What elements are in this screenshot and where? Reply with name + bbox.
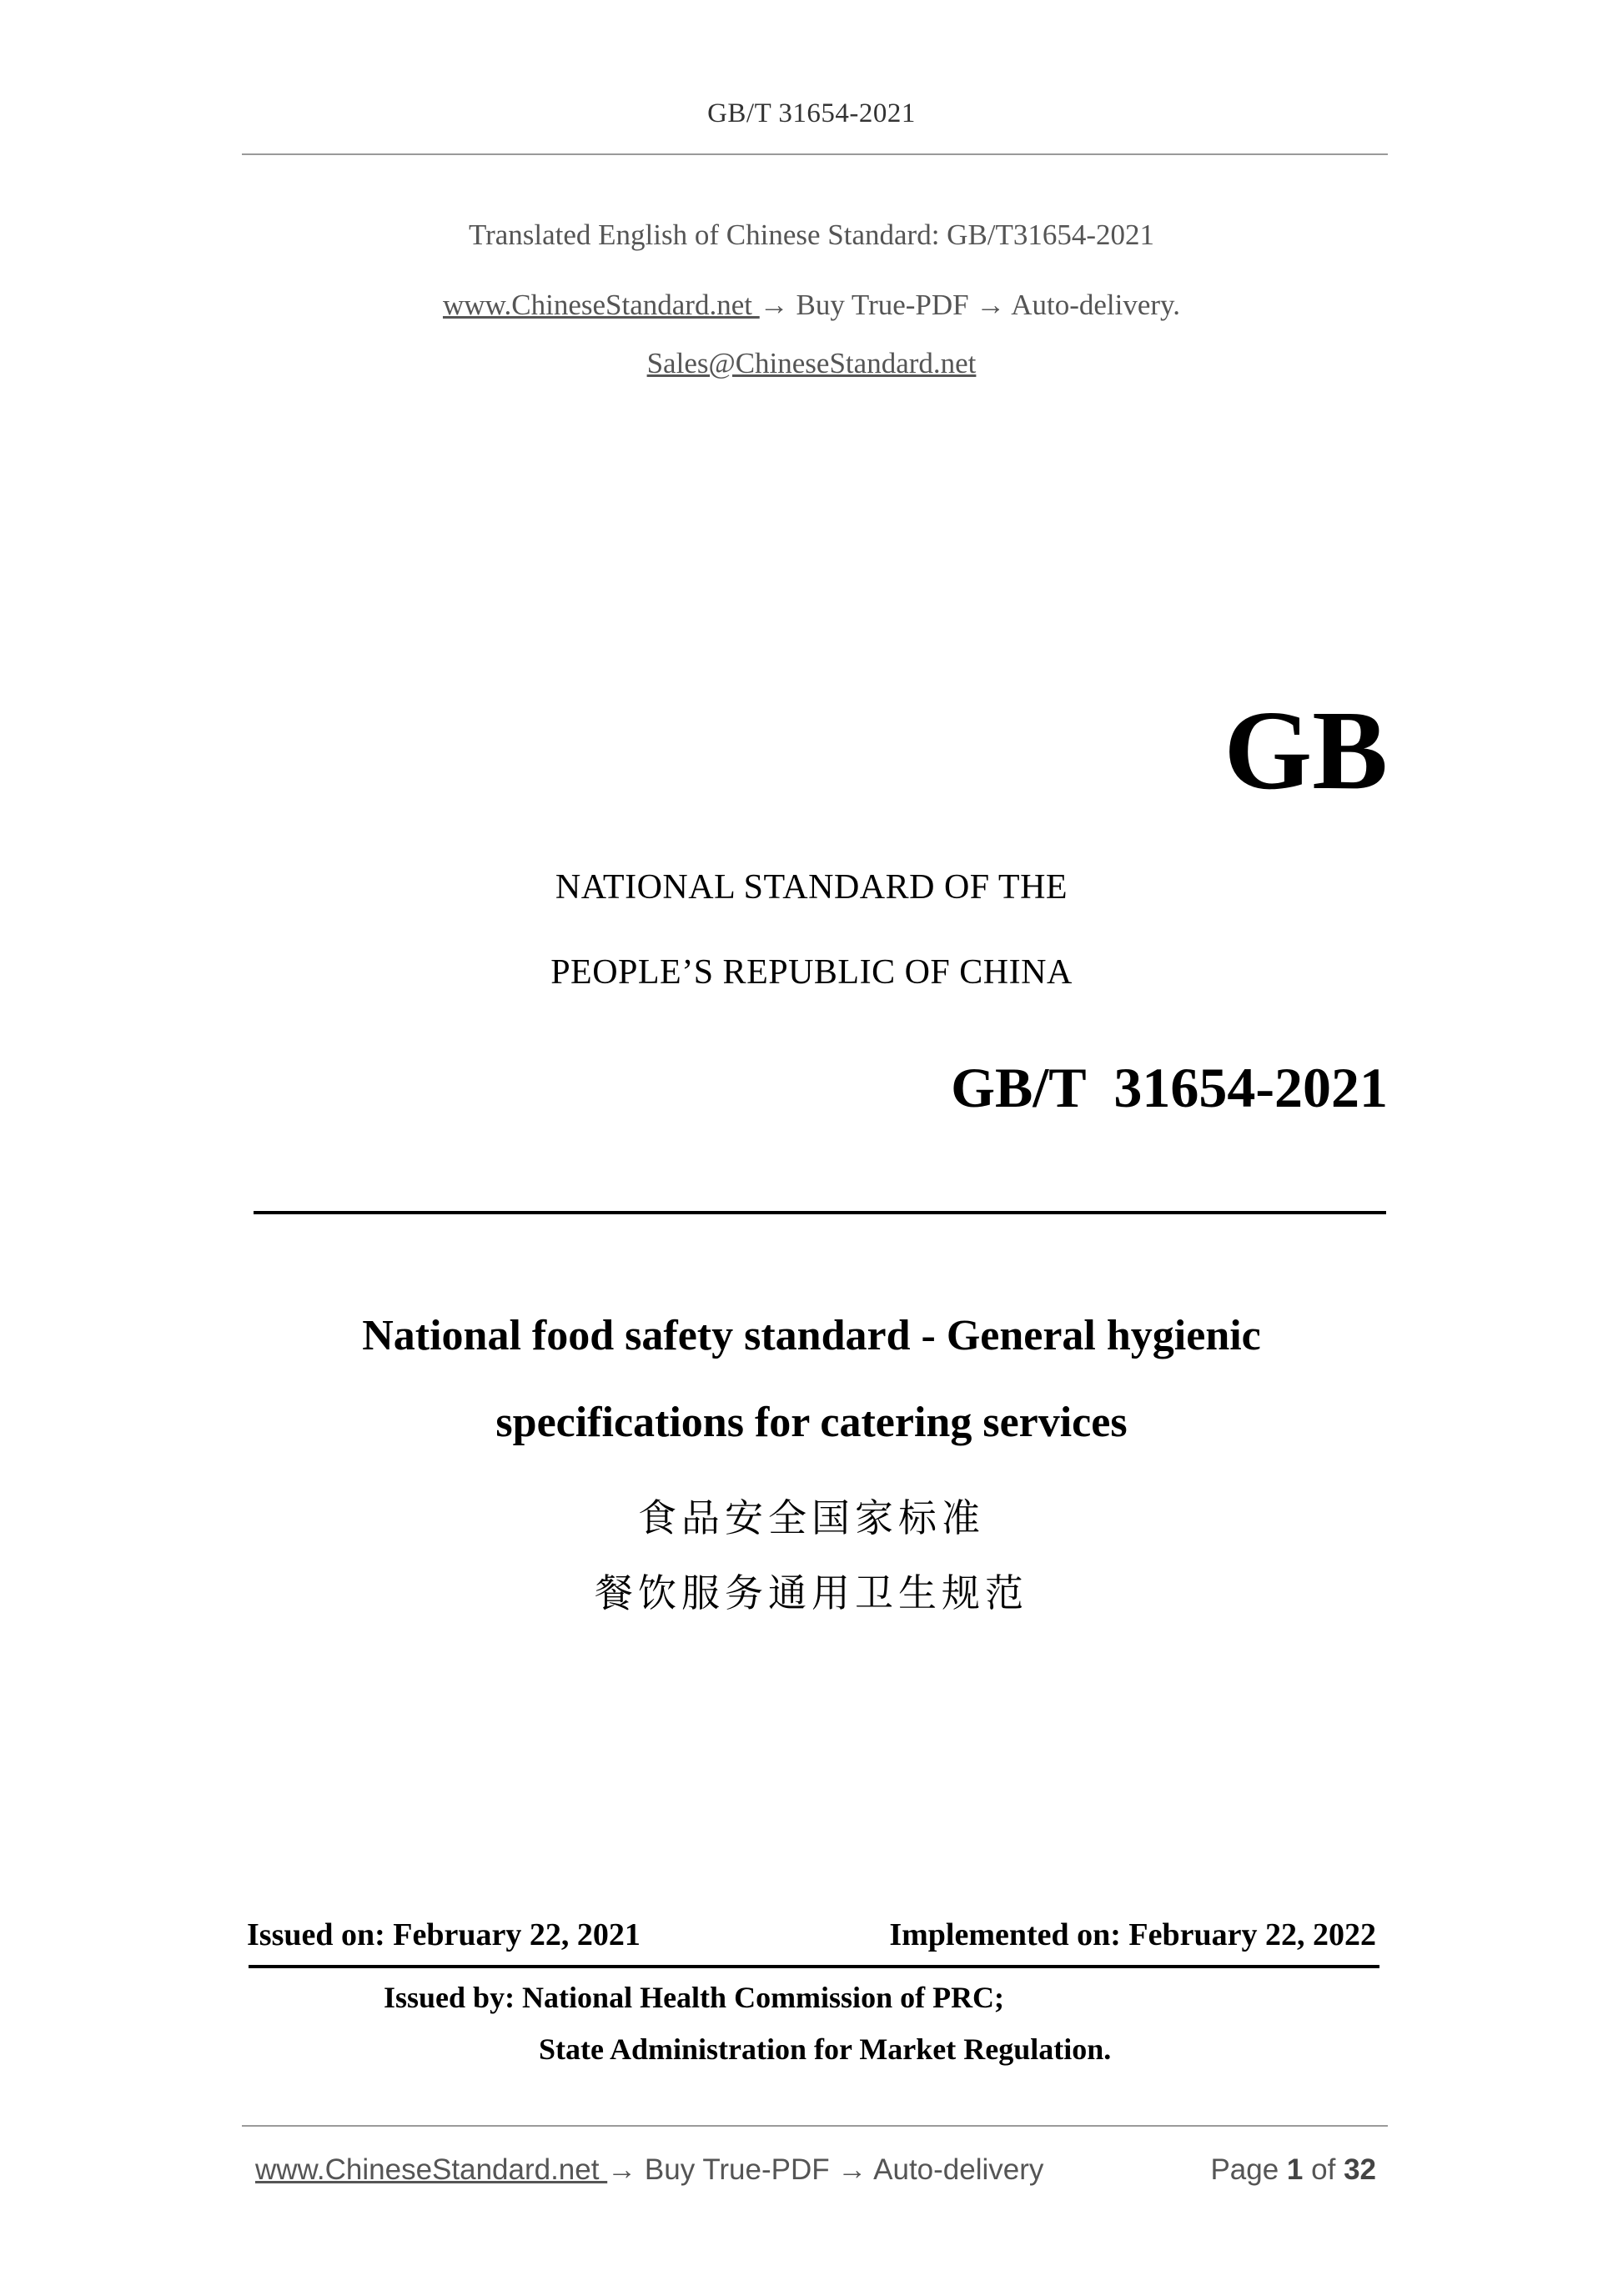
footer-site-link[interactable]: www.ChineseStandard.net	[255, 2153, 608, 2186]
issuance-divider	[249, 1965, 1379, 1968]
of-label: of	[1311, 2153, 1336, 2186]
title-zh-line2: 餐饮服务通用卫生规范	[595, 1570, 1028, 1615]
title-en-line2: specifications for catering services	[495, 1399, 1128, 1446]
header-divider	[242, 153, 1388, 155]
page-label: Page	[1210, 2153, 1279, 2186]
purchase-line	[0, 289, 1623, 322]
national-standard-line1: NATIONAL STANDARD OF THE	[555, 868, 1068, 907]
title-divider	[254, 1211, 1386, 1214]
issued-by-line1: Issued by: National Health Commission of PRC;	[384, 1981, 1005, 2014]
total-pages: 32	[1344, 2153, 1376, 2186]
title-en-line1: National food safety standard - General hygienic	[362, 1312, 1261, 1359]
national-standard-line2: PEOPLE’S REPUBLIC OF CHINA	[550, 953, 1073, 992]
site-link[interactable]: www.ChineseStandard.net	[442, 289, 760, 321]
sales-email-link[interactable]: Sales@ChineseStandard.net	[646, 347, 977, 379]
implemented-on: Implemented on: February 22, 2022	[889, 1917, 1376, 1952]
footer-purchase-line	[255, 2153, 1043, 2187]
footer-divider	[242, 2125, 1388, 2127]
title-zh-line1: 食品安全国家标准	[638, 1495, 985, 1540]
gb-mark: GB	[1224, 688, 1388, 813]
running-header: GB/T 31654-2021	[707, 98, 916, 128]
issued-on: Issued on: February 22, 2021	[247, 1917, 641, 1952]
sales-line	[0, 347, 1623, 380]
page-indicator	[1210, 2153, 1376, 2187]
issued-by-line2: State Administration for Market Regulation.	[539, 2032, 1112, 2066]
page-number: 1	[1286, 2153, 1304, 2186]
standard-number: GB/T 31654-2021	[951, 1056, 1388, 1119]
footer-buy-text: → Buy True-PDF → Auto-delivery	[607, 2153, 1044, 2186]
buy-text: → Buy True-PDF → Auto-delivery.	[759, 289, 1181, 321]
translated-notice: Translated English of Chinese Standard: GB/T31654-2021	[468, 219, 1155, 251]
